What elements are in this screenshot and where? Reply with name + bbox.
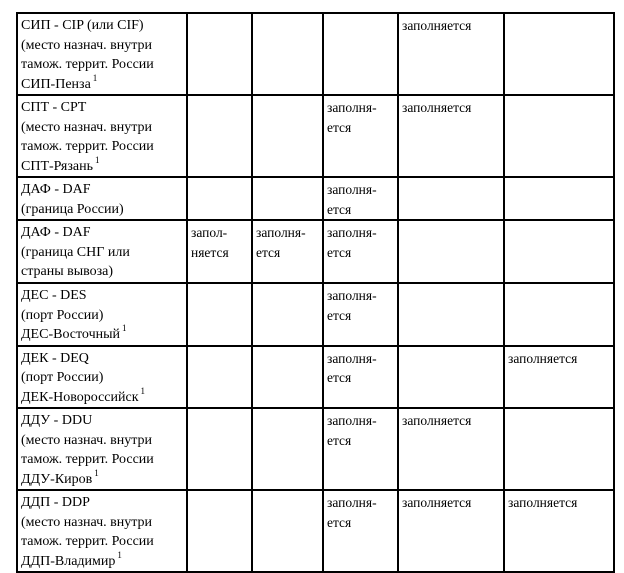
delivery-term-text: СИП-Пенза <box>21 76 91 92</box>
delivery-term-line <box>21 368 184 388</box>
delivery-term-line <box>21 36 184 56</box>
status-text: заполняется <box>402 495 472 510</box>
status-text: ется <box>327 307 352 323</box>
status-cell-col-3 <box>323 346 398 409</box>
delivery-term-text: ДДУ-Киров <box>21 471 93 487</box>
delivery-term-text: тамож. террит. России <box>21 534 154 549</box>
status-cell-col-1 <box>187 220 252 283</box>
status-cell-col-3 <box>323 408 398 490</box>
footnote-marker: 1 <box>122 323 127 334</box>
status-cell-col-3 <box>323 177 398 220</box>
table-row <box>17 346 614 409</box>
delivery-terms-table <box>16 12 615 573</box>
table-row <box>17 177 614 220</box>
status-text: заполня- <box>327 413 377 428</box>
status-cell-col-3 <box>323 95 398 177</box>
delivery-term-line <box>21 16 184 36</box>
delivery-term-line <box>21 349 184 369</box>
delivery-term-cell <box>17 13 187 95</box>
table-row <box>17 95 614 177</box>
delivery-term-text: (граница России) <box>21 201 124 217</box>
status-cell-col-4 <box>398 13 504 95</box>
delivery-term-text: ДДП-Владимир <box>21 553 116 569</box>
status-cell-col-3 <box>323 283 398 346</box>
status-cell-col-1 <box>187 346 252 409</box>
status-text: ется <box>327 432 352 448</box>
status-text: заполня- <box>327 225 377 240</box>
status-cell-col-1 <box>187 408 252 490</box>
delivery-term-cell <box>17 95 187 177</box>
delivery-term-cell <box>17 283 187 346</box>
delivery-term-line <box>21 286 184 306</box>
delivery-term-line <box>21 325 184 345</box>
delivery-term-cell <box>17 220 187 283</box>
delivery-term-line <box>21 137 184 157</box>
delivery-term-text: ДЕК - DEQ <box>21 350 89 366</box>
status-cell-col-2 <box>252 346 323 409</box>
delivery-term-text: ДАФ - DAF <box>21 225 91 240</box>
delivery-term-line <box>21 180 184 200</box>
delivery-term-line <box>21 243 184 263</box>
status-cell-col-3 <box>323 13 398 95</box>
status-cell-col-2 <box>252 283 323 346</box>
footnote-marker: 1 <box>117 549 122 560</box>
delivery-term-text: страны вывоза) <box>21 264 114 279</box>
delivery-term-cell <box>17 346 187 409</box>
footnote-marker: 1 <box>140 385 146 396</box>
status-cell-col-4 <box>398 346 504 409</box>
status-cell-col-3 <box>323 490 398 572</box>
status-cell-col-2 <box>252 177 323 220</box>
status-cell-col-2 <box>252 408 323 490</box>
delivery-term-cell <box>17 490 187 572</box>
table-row <box>17 408 614 490</box>
delivery-term-text: (место назнач. внутри <box>21 514 153 530</box>
status-cell-col-2 <box>252 95 323 177</box>
status-cell-col-3 <box>323 220 398 283</box>
status-cell-col-4 <box>398 220 504 283</box>
status-cell-col-5 <box>504 283 614 346</box>
status-cell-col-5 <box>504 490 614 572</box>
status-text: няется <box>191 244 229 260</box>
table-row <box>17 13 614 95</box>
delivery-term-text: СИП - CIP (или CIF) <box>21 18 144 33</box>
delivery-term-line <box>21 154 184 177</box>
delivery-term-text: тамож. террит. России <box>21 57 154 72</box>
status-cell-col-4 <box>398 490 504 572</box>
delivery-term-text: тамож. террит. России <box>21 452 154 467</box>
status-text: заполняется <box>402 100 472 115</box>
delivery-term-text: (порт России) <box>21 370 104 385</box>
status-text: ется <box>327 514 352 530</box>
delivery-term-text: ДЕС - DES <box>21 288 87 303</box>
status-text: ется <box>327 201 352 217</box>
delivery-term-text: ДЕС-Восточный <box>21 327 121 342</box>
delivery-term-line <box>21 72 184 95</box>
delivery-term-text: ДАФ - DAF <box>21 182 91 197</box>
delivery-term-text: (место назнач. внутри <box>21 432 153 448</box>
status-text: ется <box>256 244 281 260</box>
delivery-term-text: ДЕК-Новороссийск <box>21 389 139 405</box>
delivery-term-text: (место назнач. внутри <box>21 119 153 135</box>
status-cell-col-1 <box>187 13 252 95</box>
footnote-marker: 1 <box>94 467 99 478</box>
status-cell-col-4 <box>398 283 504 346</box>
status-cell-col-5 <box>504 346 614 409</box>
status-text: заполня- <box>256 225 306 240</box>
status-cell-col-2 <box>252 13 323 95</box>
status-text: ется <box>327 244 352 260</box>
footnote-marker: 1 <box>94 154 100 165</box>
status-text: заполняется <box>402 18 472 33</box>
status-text: ется <box>327 370 352 385</box>
delivery-term-line <box>21 385 184 408</box>
delivery-term-line <box>21 493 184 513</box>
status-cell-col-4 <box>398 177 504 220</box>
delivery-term-line <box>21 262 184 282</box>
status-text: заполняется <box>508 350 578 366</box>
delivery-term-line <box>21 306 184 326</box>
delivery-term-line <box>21 223 184 243</box>
delivery-term-line <box>21 55 184 75</box>
status-text: заполня- <box>327 350 377 366</box>
table-row <box>17 490 614 572</box>
status-text: заполня- <box>327 182 377 197</box>
status-text: запол- <box>191 225 228 240</box>
status-cell-col-5 <box>504 408 614 490</box>
delivery-term-text: СПТ-Рязань <box>21 158 93 174</box>
delivery-term-text: (порт России) <box>21 307 104 323</box>
status-cell-col-5 <box>504 220 614 283</box>
status-text: заполняется <box>508 495 578 510</box>
table-row <box>17 220 614 283</box>
status-cell-col-5 <box>504 13 614 95</box>
delivery-term-text: СПТ - CPT <box>21 100 87 115</box>
delivery-term-line <box>21 549 184 572</box>
status-cell-col-2 <box>252 220 323 283</box>
status-text: заполня- <box>327 288 377 303</box>
delivery-term-line <box>21 467 184 490</box>
delivery-term-line <box>21 98 184 118</box>
status-text: ется <box>327 119 352 135</box>
delivery-term-cell <box>17 408 187 490</box>
delivery-term-text: ДДУ - DDU <box>21 413 93 428</box>
status-text: заполняется <box>402 413 472 428</box>
delivery-term-text: (граница СНГ или <box>21 244 130 260</box>
status-cell-col-4 <box>398 95 504 177</box>
delivery-term-text: (место назнач. внутри <box>21 37 153 53</box>
status-cell-col-4 <box>398 408 504 490</box>
delivery-term-line <box>21 532 184 552</box>
table-row <box>17 283 614 346</box>
status-cell-col-1 <box>187 95 252 177</box>
delivery-term-line <box>21 411 184 431</box>
status-text: заполня- <box>327 100 377 115</box>
delivery-term-line <box>21 200 184 220</box>
status-text: заполня- <box>327 495 377 510</box>
status-cell-col-5 <box>504 177 614 220</box>
table-body <box>17 13 614 572</box>
delivery-term-text: ДДП - DDP <box>21 495 90 510</box>
delivery-term-line <box>21 118 184 138</box>
delivery-term-text: тамож. террит. России <box>21 139 154 154</box>
delivery-term-line <box>21 450 184 470</box>
delivery-term-cell <box>17 177 187 220</box>
footnote-marker: 1 <box>92 72 98 83</box>
status-cell-col-2 <box>252 490 323 572</box>
status-cell-col-5 <box>504 95 614 177</box>
status-cell-col-1 <box>187 283 252 346</box>
delivery-term-line <box>21 513 184 533</box>
status-cell-col-1 <box>187 177 252 220</box>
delivery-term-line <box>21 431 184 451</box>
status-cell-col-1 <box>187 490 252 572</box>
